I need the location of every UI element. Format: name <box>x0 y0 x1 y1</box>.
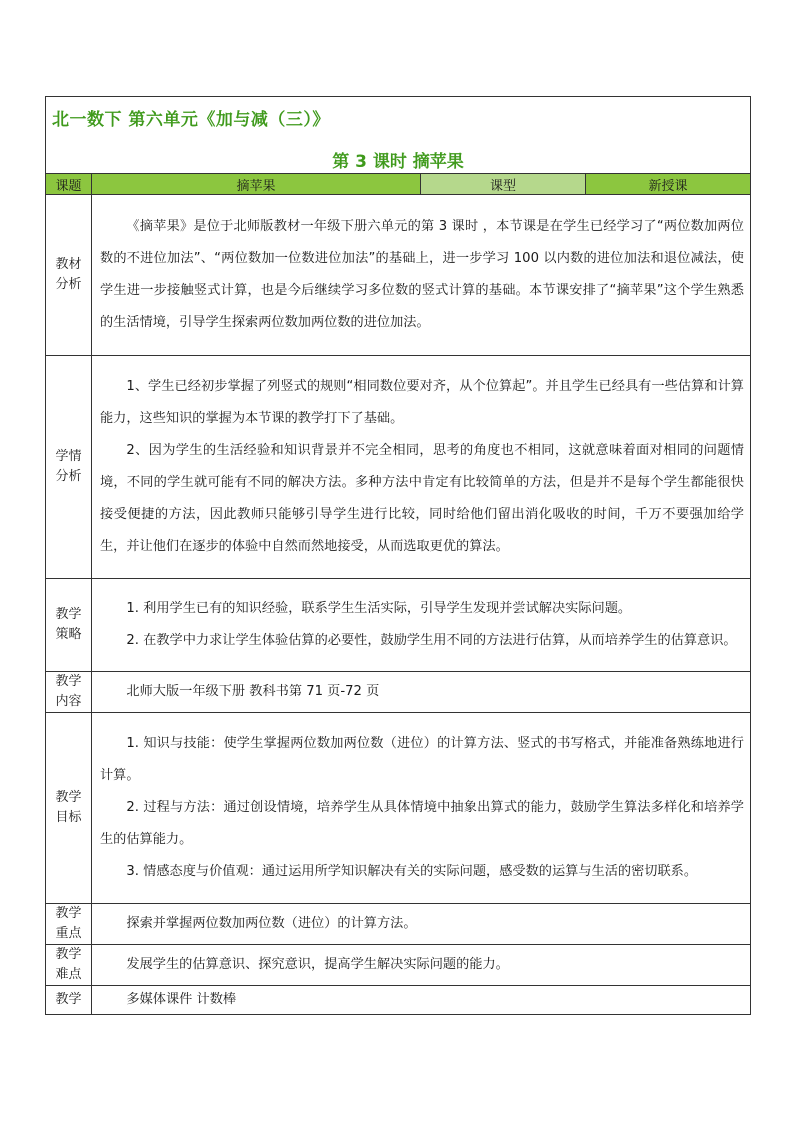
strategy-row <box>46 579 751 672</box>
teaching-content-text: 北师大版一年级下册 教科书第 71 页-72 页 <box>126 684 380 699</box>
teaching-content-content <box>92 672 751 713</box>
difficulty-row <box>46 945 751 986</box>
material-analysis-text: 《摘苹果》是位于北师版教材一年级下册六单元的第 3 课时 ，本节课是在学生已经学习了“两位数加两位数的不进位加法”、“两位数加一位数进位加法”的基础上，进一步学习 100 以内数的进位加法和退位减法，使学生进一步接触竖式计算，也是今后继续学习多位数的竖式计算的基础。本节课安排了“摘苹果”这个学生熟悉的生活情境，引导学生探索两位数加两位数的进位加法。 <box>100 219 744 330</box>
tools-text: 多媒体课件 计数棒 <box>126 992 237 1007</box>
strategy-content <box>92 579 751 672</box>
label-line-1: 教学 <box>55 947 82 962</box>
key-point-label <box>46 904 92 945</box>
student-analysis-row <box>46 356 751 579</box>
student-analysis-label <box>46 356 92 579</box>
info-row <box>46 174 751 195</box>
label-line-1: 学情 <box>55 449 82 464</box>
label-line-2: 难点 <box>55 967 82 982</box>
lesson-title: 第 3 课时 摘苹果 <box>332 152 464 172</box>
lesson-plan-sheet <box>45 96 750 1015</box>
key-point-text: 探索并掌握两位数加两位数（进位）的计算方法。 <box>126 916 417 931</box>
material-analysis-content <box>92 195 751 356</box>
goals-paragraph-3: 3. 情感态度与价值观：通过运用所学知识解决有关的实际问题，感受数的运算与生活的密切联系。 <box>126 864 698 879</box>
label-line-2: 重点 <box>55 926 82 941</box>
topic-value: 摘苹果 <box>92 174 421 195</box>
difficulty-label <box>46 945 92 986</box>
tools-content <box>92 986 751 1015</box>
material-analysis-label <box>46 195 92 356</box>
type-label: 课型 <box>421 174 586 195</box>
label-line-1: 教学 <box>55 674 82 689</box>
label-line-1: 教学 <box>55 607 82 622</box>
label-line-1: 教学 <box>55 992 82 1007</box>
type-value: 新授课 <box>586 174 751 195</box>
title-row <box>46 97 751 174</box>
tools-label <box>46 986 92 1015</box>
strategy-paragraph-2: 2. 在教学中力求让学生体验估算的必要性，鼓励学生用不同的方法进行估算，从而培养学生的估算意识。 <box>126 633 737 648</box>
teaching-content-row <box>46 672 751 713</box>
strategy-label <box>46 579 92 672</box>
title-cell <box>46 97 751 174</box>
unit-title: 北一数下 第六单元《加与减（三）》 <box>52 110 330 130</box>
lesson-plan-table <box>45 96 751 1015</box>
goals-row <box>46 713 751 904</box>
tools-row <box>46 986 751 1015</box>
student-analysis-content <box>92 356 751 579</box>
difficulty-text: 发展学生的估算意识、探究意识，提高学生解决实际问题的能力。 <box>126 957 509 972</box>
key-point-content <box>92 904 751 945</box>
label-line-2: 策略 <box>55 627 82 642</box>
label-line-2: 分析 <box>55 277 82 292</box>
goals-label <box>46 713 92 904</box>
topic-label: 课题 <box>46 174 92 195</box>
label-line-1: 教学 <box>55 906 82 921</box>
label-line-2: 目标 <box>55 810 82 825</box>
label-line-2: 内容 <box>55 694 82 709</box>
student-analysis-paragraph-2: 2、因为学生的生活经验和知识背景并不完全相同，思考的角度也不相同，这就意味着面对相同的问题情境，不同的学生就可能有不同的解决方法。多种方法中肯定有比较简单的方法，但是并不是每个学生都能很快接受便捷的方法，因此教师只能够引导学生进行比较，同时给他们留出消化吸收的时间，千万不要强加给学生，并让他们在逐步的体验中自然而然地接受，从而选取更优的算法。 <box>100 443 744 554</box>
label-line-1: 教学 <box>55 790 82 805</box>
strategy-paragraph-1: 1. 利用学生已有的知识经验，联系学生生活实际，引导学生发现并尝试解决实际问题。 <box>126 601 632 616</box>
goals-paragraph-2: 2. 过程与方法：通过创设情境，培养学生从具体情境中抽象出算式的能力，鼓励学生算法多样化和培养学生的估算能力。 <box>100 800 744 847</box>
teaching-content-label <box>46 672 92 713</box>
goals-content <box>92 713 751 904</box>
difficulty-content <box>92 945 751 986</box>
goals-paragraph-1: 1. 知识与技能：使学生掌握两位数加两位数（进位）的计算方法、竖式的书写格式，并能准备熟练地进行计算。 <box>100 736 744 783</box>
label-line-2: 分析 <box>55 469 82 484</box>
student-analysis-paragraph-1: 1、学生已经初步掌握了列竖式的规则“相同数位要对齐，从个位算起”。并且学生已经具有一些估算和计算能力，这些知识的掌握为本节课的教学打下了基础。 <box>100 379 744 426</box>
key-point-row <box>46 904 751 945</box>
material-analysis-row <box>46 195 751 356</box>
label-line-1: 教材 <box>55 257 82 272</box>
